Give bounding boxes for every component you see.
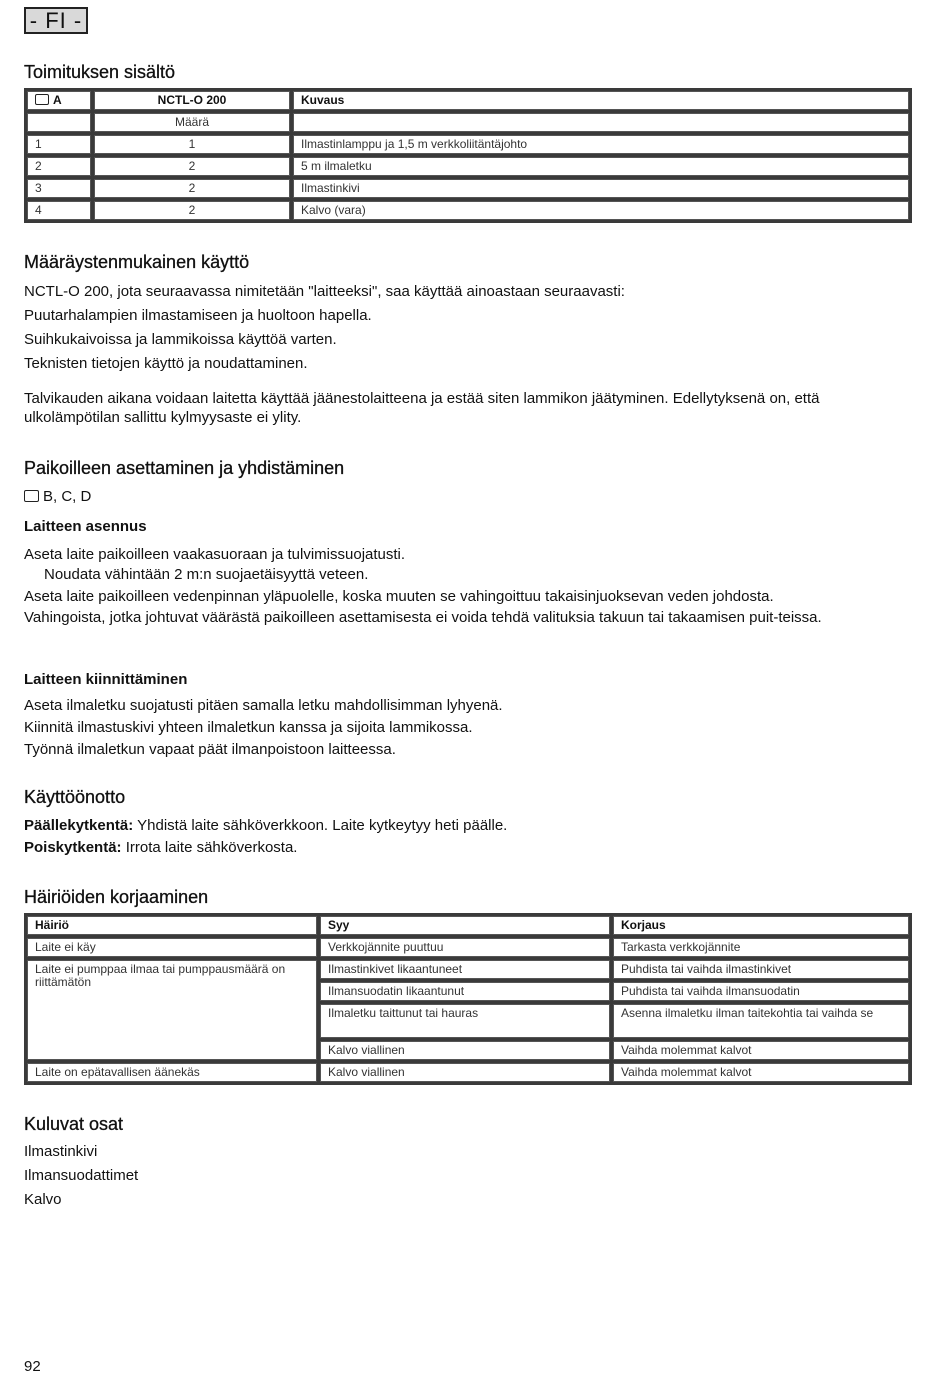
qty-header: Määrä	[94, 113, 290, 132]
cause-cell: Kalvo viallinen	[320, 1041, 610, 1060]
intended-use-line: Teknisten tietojen käyttö ja noudattaminen.	[24, 355, 308, 372]
cause-cell: Verkkojännite puuttuu	[320, 938, 610, 957]
fix-cell: Vaihda molemmat kalvot	[613, 1041, 909, 1060]
table-row	[27, 157, 909, 176]
install-subtitle: Laitteen asennus	[24, 518, 147, 535]
intended-use-line: Puutarhalampien ilmastamiseen ja huoltoon hapella.	[24, 307, 372, 324]
empty-cell	[293, 113, 909, 132]
fix-cell: Asenna ilmaletku ilman taitekohtia tai vaihda se	[613, 1004, 909, 1038]
winter-note: Talvikauden aikana voidaan laitetta käyttää jäänestolaitteena ja estää siten lammikon jäätyminen. Edellytyksenä on, että ulkolämpötilan sallittu kylmyysaste ei ylity.	[24, 390, 820, 426]
table-row	[27, 938, 909, 957]
figure-box-icon	[35, 94, 49, 105]
troubleshooting-title: Häiriöiden korjaaminen	[24, 887, 209, 907]
fault-header: Häiriö	[27, 916, 317, 935]
row-qty: 2	[94, 201, 290, 220]
figure-box-icon	[24, 490, 39, 502]
intended-use-line: NCTL-O 200, jota seuraavassa nimitetään "laitteeksi", saa käyttää ainoastaan seuraavasti:	[24, 283, 625, 300]
fix-line: Työnnä ilmaletkun vapaat päät ilmanpoistoon laitteessa.	[24, 741, 396, 758]
figure-reference	[24, 487, 91, 506]
row-number: 4	[27, 201, 91, 220]
wear-part-item: Ilmastinkivi	[24, 1143, 98, 1160]
install-line: Vahingoista, jotka johtuvat väärästä paikoilleen asettamisesta ei voida tehdä valituksia takuun tai takaamisen puit-teissa.	[24, 609, 822, 626]
cause-cell: Ilmaletku taittunut tai hauras	[320, 1004, 610, 1038]
fault-cell: Laite on epätavallisen äänekäs	[27, 1063, 317, 1082]
table-row	[27, 201, 909, 220]
row-qty: 2	[94, 157, 290, 176]
startup-title: Käyttöönotto	[24, 787, 126, 807]
row-number: 2	[27, 157, 91, 176]
switch-off-line	[24, 838, 297, 857]
page-number: 92	[24, 1358, 41, 1375]
cause-cell: Kalvo viallinen	[320, 1063, 610, 1082]
wear-parts-title: Kuluvat osat	[24, 1114, 124, 1134]
wear-part-item: Kalvo	[24, 1191, 62, 1208]
row-qty: 1	[94, 135, 290, 154]
switch-off-text: Irrota laite sähköverkosta.	[125, 839, 298, 856]
fig-label: A	[53, 93, 62, 107]
row-desc: 5 m ilmaletku	[293, 157, 909, 176]
model-header: NCTL-O 200	[94, 91, 290, 110]
fix-cell: Vaihda molemmat kalvot	[613, 1063, 909, 1082]
table-header-row	[27, 91, 909, 110]
table-row	[27, 960, 909, 979]
cause-cell: Ilmastinkivet likaantuneet	[320, 960, 610, 979]
install-line: Noudata vähintään 2 m:n suojaetäisyyttä veteen.	[44, 566, 369, 583]
fault-cell: Laite ei käy	[27, 938, 317, 957]
fix-line: Aseta ilmaletku suojatusti pitäen samalla letku mahdollisimman lyhyenä.	[24, 697, 503, 714]
placement-title: Paikoilleen asettaminen ja yhdistäminen	[24, 458, 345, 478]
delivery-table	[24, 88, 912, 223]
fix-subtitle: Laitteen kiinnittäminen	[24, 671, 188, 688]
install-line: Aseta laite paikoilleen vedenpinnan yläpuolelle, koska muuten se vahingoittuu takaisinjuoksevan veden johdosta.	[24, 588, 774, 605]
table-row	[27, 179, 909, 198]
table-row	[27, 135, 909, 154]
fault-cell: Laite ei pumppaa ilmaa tai pumppausmäärä on riittämätön	[27, 960, 317, 1060]
switch-on-text: Yhdistä laite sähköverkkoon. Laite kytkeytyy heti päälle.	[137, 817, 508, 834]
table-row	[27, 1063, 909, 1082]
row-number: 1	[27, 135, 91, 154]
fix-cell: Tarkasta verkkojännite	[613, 938, 909, 957]
empty-cell	[27, 113, 91, 132]
install-line: Aseta laite paikoilleen vaakasuoraan ja tulvimissuojatusti.	[24, 546, 406, 563]
fix-line: Kiinnitä ilmastuskivi yhteen ilmaletkun kanssa ja sijoita lammikossa.	[24, 719, 473, 736]
fix-cell: Puhdista tai vaihda ilmansuodatin	[613, 982, 909, 1001]
figure-list: B, C, D	[43, 488, 92, 505]
row-qty: 2	[94, 179, 290, 198]
row-desc: Ilmastinkivi	[293, 179, 909, 198]
row-desc: Kalvo (vara)	[293, 201, 909, 220]
table-subheader-row	[27, 113, 909, 132]
row-number: 3	[27, 179, 91, 198]
intended-use-line: Suihkukaivoissa ja lammikoissa käyttöä varten.	[24, 331, 337, 348]
troubleshooting-table	[24, 913, 912, 1085]
fix-cell: Puhdista tai vaihda ilmastinkivet	[613, 960, 909, 979]
desc-header: Kuvaus	[293, 91, 909, 110]
switch-on-line	[24, 816, 507, 835]
table-header-row	[27, 916, 909, 935]
intended-use-title: Määräystenmukainen käyttö	[24, 252, 250, 272]
fix-header: Korjaus	[613, 916, 909, 935]
switch-off-label: Poiskytkentä:	[24, 839, 122, 856]
fig-ref-cell	[27, 91, 91, 110]
switch-on-label: Päällekytkentä:	[24, 817, 134, 834]
language-badge: - FI -	[24, 7, 88, 34]
cause-cell: Ilmansuodatin likaantunut	[320, 982, 610, 1001]
wear-part-item: Ilmansuodattimet	[24, 1167, 139, 1184]
cause-header: Syy	[320, 916, 610, 935]
delivery-title: Toimituksen sisältö	[24, 62, 176, 82]
row-desc: Ilmastinlamppu ja 1,5 m verkkoliitäntäjohto	[293, 135, 909, 154]
